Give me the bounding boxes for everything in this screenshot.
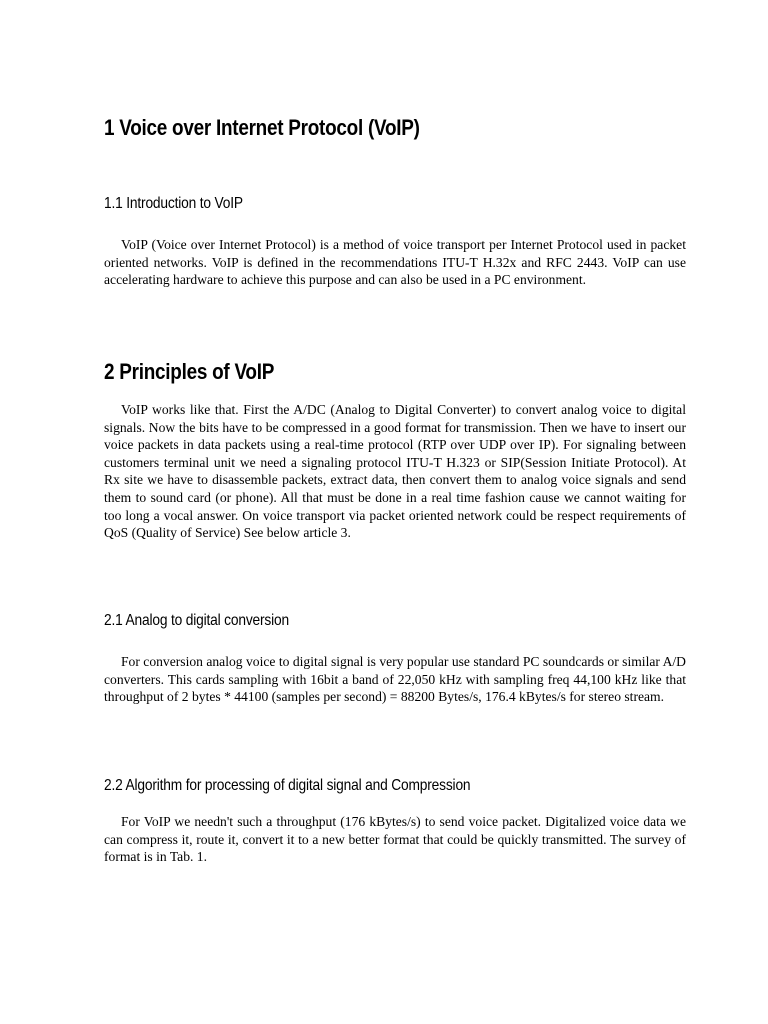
- section-1-1-heading: 1.1 Introduction to VoIP: [104, 195, 243, 212]
- section-2-1-heading: 2.1 Analog to digital conversion: [104, 612, 289, 629]
- principles-paragraph: VoIP works like that. First the A/DC (Analog to Digital Converter) to convert analog voice to digital signals. Now the bits have to be compressed in a good format for transmission. Then we have to insert our voice packets in data packets using a real-time protocol (RTP over UDP over IP). For signaling between customers terminal unit we need a signaling protocol ITU-T H.323 or SIP(Session Initiate Protocol). At Rx site we have to disassemble packets, extract data, then convert them to analog voice signals and send them to sound card (or phone). All that must be done in a real time fashion cause we cannot waiting for too long a vocal answer. On voice transport via packet oriented network could be respect requirements of QoS (Quality of Service) See below article 3.: [104, 402, 686, 541]
- conversion-paragraph: For conversion analog voice to digital signal is very popular use standard PC soundcards or similar A/D converters. This cards sampling with 16bit a band of 22,050 kHz with sampling freq 44,100 kHz like that throughput of 2 bytes * 44100 (samples per second) = 88200 Bytes/s, 176.4 kBytes/s for stereo stream.: [104, 654, 686, 705]
- intro-paragraph: VoIP (Voice over Internet Protocol) is a method of voice transport per Internet Protocol used in packet oriented networks. VoIP is defined in the recommendations ITU-T H.32x and RFC 2443. VoIP can use accelerating hardware to achieve this purpose and can also be used in a PC environment.: [104, 237, 686, 288]
- section-2-2-heading: 2.2 Algorithm for processing of digital signal and Compression: [104, 777, 471, 794]
- section-1-heading: 1 Voice over Internet Protocol (VoIP): [104, 115, 420, 140]
- compression-paragraph: For VoIP we needn't such a throughput (176 kBytes/s) to send voice packet. Digitalized voice data we can compress it, route it, convert it to a new better format that could be quickly transmitted. The survey of format is in Tab. 1.: [104, 814, 686, 865]
- section-2-heading: 2 Principles of VoIP: [104, 359, 275, 384]
